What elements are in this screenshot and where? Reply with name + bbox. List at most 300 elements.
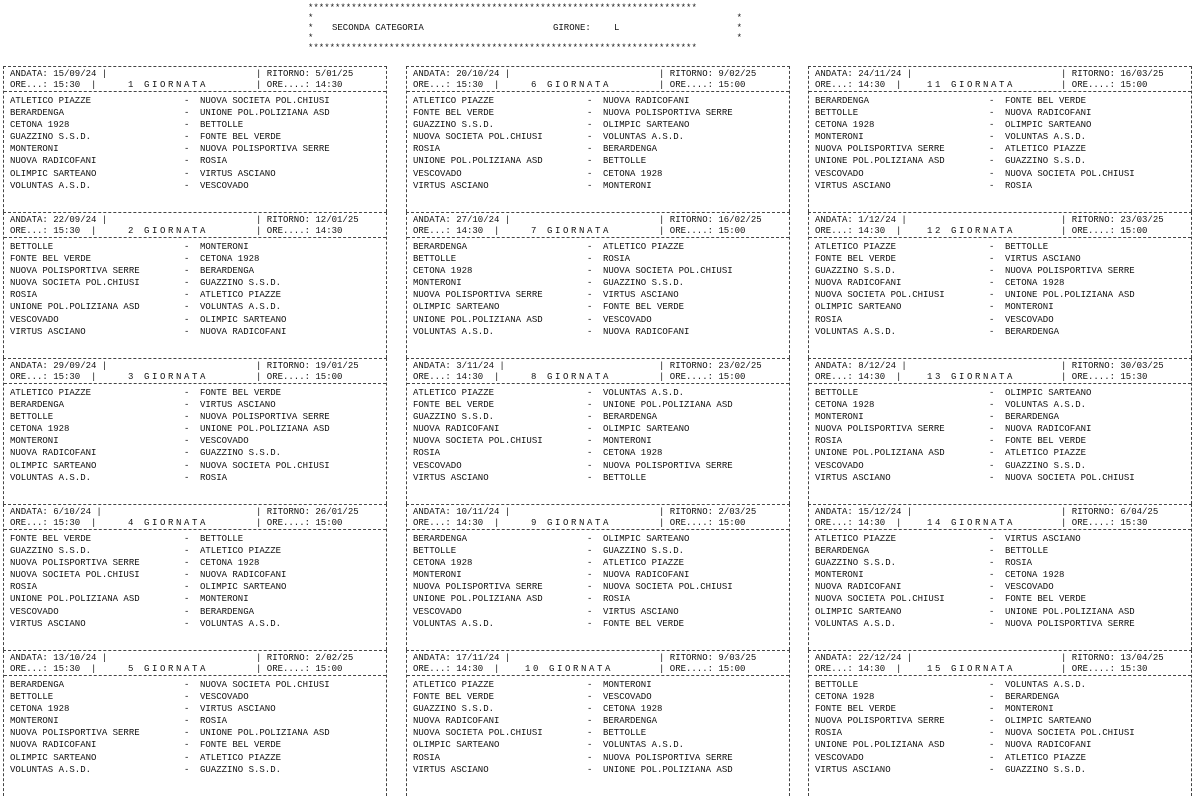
match-separator: - xyxy=(184,242,190,252)
away-team: VESCOVADO xyxy=(1005,314,1054,325)
home-team: MONTERONI xyxy=(413,570,462,581)
ritorno-date: | RITORNO: 2/03/25 xyxy=(659,507,757,517)
match-row xyxy=(4,435,386,447)
away-team: NUOVA SOCIETA POL.CHIUSI xyxy=(200,680,330,690)
match-row xyxy=(4,752,386,764)
match-separator: - xyxy=(184,764,190,775)
home-team: NUOVA RADICOFANI xyxy=(10,448,97,459)
giornata-header xyxy=(4,67,386,92)
match-separator: - xyxy=(184,412,190,423)
match-row xyxy=(4,277,386,289)
away-team: FONTE BEL VERDE xyxy=(200,132,282,143)
match-separator: - xyxy=(989,448,995,459)
andata-date: ANDATA: 22/12/24 | xyxy=(815,653,913,663)
away-team: NUOVA RADICOFANI xyxy=(603,96,690,106)
match-row xyxy=(407,253,789,265)
away-team: CETONA 1928 xyxy=(603,168,663,179)
match-list xyxy=(809,95,1191,192)
away-team: NUOVA POLISPORTIVA SERRE xyxy=(200,144,330,155)
home-team: VIRTUS ASCIANO xyxy=(413,472,489,483)
away-team: NUOVA RADICOFANI xyxy=(603,326,690,337)
home-team: ATLETICO PIAZZE xyxy=(413,96,495,106)
match-row xyxy=(407,95,789,107)
home-team: ATLETICO PIAZZE xyxy=(413,680,495,690)
away-team: NUOVA RADICOFANI xyxy=(603,570,690,581)
away-team: FONTE BEL VERDE xyxy=(200,740,282,751)
home-team: ROSIA xyxy=(815,728,843,739)
match-row xyxy=(4,411,386,423)
giornata-header xyxy=(809,651,1191,676)
match-row xyxy=(4,155,386,167)
home-team: NUOVA RADICOFANI xyxy=(10,156,97,167)
andata-time: ORE...: 14:30 | xyxy=(815,518,902,528)
match-separator: - xyxy=(587,534,593,544)
match-row xyxy=(407,399,789,411)
ritorno-time: | ORE....: 15:00 xyxy=(659,372,746,382)
match-separator: - xyxy=(587,570,593,581)
home-team: ATLETICO PIAZZE xyxy=(815,534,897,544)
match-separator: - xyxy=(989,764,995,775)
match-separator: - xyxy=(184,108,190,119)
match-row xyxy=(407,691,789,703)
ritorno-time: | ORE....: 15:00 xyxy=(1061,80,1148,90)
ritorno-time: | ORE....: 15:00 xyxy=(256,664,343,674)
match-row xyxy=(407,241,789,253)
andata-time: ORE...: 14:30 | xyxy=(815,664,902,674)
match-separator: - xyxy=(587,314,593,325)
away-team: GUAZZINO S.S.D. xyxy=(1005,460,1087,471)
match-row xyxy=(809,581,1191,593)
match-separator: - xyxy=(587,606,593,617)
match-separator: - xyxy=(989,692,995,703)
away-team: NUOVA RADICOFANI xyxy=(1005,740,1092,751)
match-separator: - xyxy=(989,314,995,325)
match-row xyxy=(407,739,789,751)
match-separator: - xyxy=(184,618,190,629)
match-row xyxy=(4,180,386,192)
match-row xyxy=(809,387,1191,399)
away-team: NUOVA RADICOFANI xyxy=(200,326,287,337)
home-team: NUOVA POLISPORTIVA SERRE xyxy=(10,728,140,739)
match-separator: - xyxy=(989,278,995,289)
match-row xyxy=(4,253,386,265)
giornata-header xyxy=(4,213,386,238)
home-team: CETONA 1928 xyxy=(10,704,70,715)
match-row xyxy=(407,593,789,605)
away-team: NUOVA SOCIETA POL.CHIUSI xyxy=(200,96,330,106)
match-list xyxy=(4,387,386,484)
home-team: VESCOVADO xyxy=(815,460,864,471)
giornata-block xyxy=(406,358,790,504)
away-team: VESCOVADO xyxy=(200,436,249,447)
home-team: UNIONE POL.POLIZIANA ASD xyxy=(815,740,945,751)
match-row xyxy=(4,241,386,253)
andata-time: ORE...: 14:30 | xyxy=(815,80,902,90)
match-row xyxy=(809,265,1191,277)
away-team: FONTE BEL VERDE xyxy=(1005,594,1087,605)
match-list xyxy=(4,679,386,776)
home-team: CETONA 1928 xyxy=(815,400,875,411)
match-list xyxy=(407,533,789,630)
home-team: VIRTUS ASCIANO xyxy=(815,764,891,775)
giornata-number: 8 GIORNATA xyxy=(531,372,612,382)
giornata-block xyxy=(406,212,790,358)
ritorno-time: | ORE....: 15:00 xyxy=(256,372,343,382)
ritorno-date: | RITORNO: 12/01/25 xyxy=(256,215,359,225)
away-team: UNIONE POL.POLIZIANA ASD xyxy=(200,108,330,119)
away-team: NUOVA POLISPORTIVA SERRE xyxy=(1005,618,1135,629)
match-row xyxy=(809,95,1191,107)
match-row xyxy=(407,460,789,472)
ritorno-date: | RITORNO: 13/04/25 xyxy=(1061,653,1164,663)
home-team: CETONA 1928 xyxy=(413,558,473,569)
girone-label: GIRONE: xyxy=(553,23,591,33)
match-separator: - xyxy=(184,168,190,179)
home-team: BETTOLLE xyxy=(10,412,54,423)
match-separator: - xyxy=(587,132,593,143)
away-team: VIRTUS ASCIANO xyxy=(200,168,276,179)
away-team: UNIONE POL.POLIZIANA ASD xyxy=(200,424,330,435)
match-separator: - xyxy=(989,388,995,398)
match-row xyxy=(809,752,1191,764)
match-separator: - xyxy=(184,680,190,690)
match-separator: - xyxy=(184,546,190,557)
match-row xyxy=(809,569,1191,581)
away-team: ATLETICO PIAZZE xyxy=(200,546,282,557)
match-row xyxy=(4,557,386,569)
match-row xyxy=(4,739,386,751)
andata-date: ANDATA: 15/09/24 | xyxy=(10,69,108,79)
match-separator: - xyxy=(184,558,190,569)
match-separator: - xyxy=(587,96,593,106)
ritorno-time: | ORE....: 15:30 xyxy=(1061,518,1148,528)
away-team: CETONA 1928 xyxy=(603,704,663,715)
away-team: VIRTUS ASCIANO xyxy=(603,290,679,301)
giornata-header xyxy=(4,505,386,530)
match-separator: - xyxy=(184,534,190,544)
header-star-border-bottom: ************************************************************************ xyxy=(308,43,697,52)
andata-date: ANDATA: 27/10/24 | xyxy=(413,215,511,225)
away-team: GUAZZINO S.S.D. xyxy=(1005,156,1087,167)
match-row xyxy=(4,301,386,313)
away-team: UNIONE POL.POLIZIANA ASD xyxy=(1005,290,1135,301)
match-row xyxy=(407,143,789,155)
home-team: NUOVA RADICOFANI xyxy=(413,716,500,727)
match-row xyxy=(809,739,1191,751)
match-row xyxy=(4,107,386,119)
match-separator: - xyxy=(587,752,593,763)
match-row xyxy=(809,679,1191,691)
home-team: BERARDENGA xyxy=(10,680,65,690)
match-row xyxy=(809,423,1191,435)
home-team: OLIMPIC SARTEANO xyxy=(10,752,97,763)
home-team: MONTERONI xyxy=(815,570,864,581)
away-team: ROSIA xyxy=(1005,180,1033,191)
match-separator: - xyxy=(184,606,190,617)
match-row xyxy=(407,119,789,131)
away-team: VIRTUS ASCIANO xyxy=(1005,254,1081,265)
andata-time: ORE...: 15:30 | xyxy=(10,664,97,674)
match-separator: - xyxy=(184,132,190,143)
match-row xyxy=(4,423,386,435)
away-team: ATLETICO PIAZZE xyxy=(603,242,685,252)
match-row xyxy=(4,472,386,484)
giornata-block xyxy=(3,504,387,650)
match-separator: - xyxy=(587,412,593,423)
away-team: FONTE BEL VERDE xyxy=(1005,96,1087,106)
match-row xyxy=(407,581,789,593)
home-team: OLIMPIC SARTEANO xyxy=(10,168,97,179)
match-separator: - xyxy=(989,752,995,763)
home-team: VOLUNTAS A.S.D. xyxy=(10,472,92,483)
away-team: UNIONE POL.POLIZIANA ASD xyxy=(603,764,733,775)
home-team: VESCOVADO xyxy=(413,168,462,179)
ritorno-time: | ORE....: 15:00 xyxy=(1061,226,1148,236)
home-team: OLIMPIC SARTEANO xyxy=(413,302,500,313)
home-team: NUOVA RADICOFANI xyxy=(413,424,500,435)
match-row xyxy=(4,314,386,326)
match-list xyxy=(407,241,789,338)
giornata-number: 6 GIORNATA xyxy=(531,80,612,90)
match-separator: - xyxy=(587,704,593,715)
andata-time: ORE...: 15:30 | xyxy=(10,80,97,90)
away-team: ATLETICO PIAZZE xyxy=(603,558,685,569)
home-team: FONTE BEL VERDE xyxy=(413,692,495,703)
home-team: BERARDENGA xyxy=(815,96,870,106)
match-row xyxy=(809,180,1191,192)
home-team: VESCOVADO xyxy=(10,314,59,325)
away-team: VESCOVADO xyxy=(603,314,652,325)
andata-time: ORE...: 15:30 | xyxy=(10,372,97,382)
match-row xyxy=(407,301,789,313)
giornata-header xyxy=(407,67,789,92)
home-team: MONTERONI xyxy=(413,278,462,289)
home-team: FONTE BEL VERDE xyxy=(815,254,897,265)
match-row xyxy=(4,447,386,459)
match-separator: - xyxy=(587,278,593,289)
match-separator: - xyxy=(587,546,593,557)
away-team: VOLUNTAS A.S.D. xyxy=(603,388,685,398)
andata-date: ANDATA: 1/12/24 | xyxy=(815,215,907,225)
giornata-block xyxy=(3,212,387,358)
giornata-number: 1 GIORNATA xyxy=(128,80,209,90)
match-separator: - xyxy=(184,278,190,289)
match-separator: - xyxy=(587,716,593,727)
giornata-number: 11 GIORNATA xyxy=(927,80,1016,90)
giornata-header xyxy=(407,651,789,676)
match-list xyxy=(4,95,386,192)
away-team: VESCOVADO xyxy=(603,692,652,703)
home-team: VIRTUS ASCIANO xyxy=(413,180,489,191)
match-row xyxy=(4,545,386,557)
match-row xyxy=(809,557,1191,569)
match-separator: - xyxy=(184,314,190,325)
giornata-block xyxy=(3,650,387,796)
match-row xyxy=(4,289,386,301)
away-team: GUAZZINO S.S.D. xyxy=(1005,764,1087,775)
match-separator: - xyxy=(184,752,190,763)
away-team: OLIMPIC SARTEANO xyxy=(603,424,690,435)
match-row xyxy=(809,764,1191,776)
match-row xyxy=(809,606,1191,618)
home-team: VOLUNTAS A.S.D. xyxy=(815,326,897,337)
match-separator: - xyxy=(587,460,593,471)
giornata-number: 5 GIORNATA xyxy=(128,664,209,674)
away-team: OLIMPIC SARTEANO xyxy=(200,314,287,325)
match-separator: - xyxy=(587,618,593,629)
away-team: NUOVA RADICOFANI xyxy=(200,570,287,581)
ritorno-date: | RITORNO: 26/01/25 xyxy=(256,507,359,517)
match-separator: - xyxy=(587,388,593,398)
home-team: ATLETICO PIAZZE xyxy=(10,96,92,106)
match-separator: - xyxy=(989,326,995,337)
home-team: NUOVA RADICOFANI xyxy=(10,740,97,751)
home-team: OLIMPIC SARTEANO xyxy=(815,606,902,617)
away-team: VESCOVADO xyxy=(200,692,249,703)
match-row xyxy=(4,326,386,338)
match-separator: - xyxy=(184,570,190,581)
match-row xyxy=(809,314,1191,326)
match-row xyxy=(809,727,1191,739)
match-separator: - xyxy=(184,740,190,751)
match-separator: - xyxy=(989,472,995,483)
match-separator: - xyxy=(587,594,593,605)
andata-date: ANDATA: 13/10/24 | xyxy=(10,653,108,663)
away-team: BERARDENGA xyxy=(1005,692,1060,703)
match-separator: - xyxy=(184,400,190,411)
away-team: ROSIA xyxy=(200,716,228,727)
home-team: VESCOVADO xyxy=(815,752,864,763)
ritorno-time: | ORE....: 14:30 xyxy=(256,226,343,236)
match-row xyxy=(4,764,386,776)
away-team: ROSIA xyxy=(603,594,631,605)
match-separator: - xyxy=(184,460,190,471)
match-row xyxy=(809,241,1191,253)
match-separator: - xyxy=(989,460,995,471)
home-team: ROSIA xyxy=(10,582,38,593)
away-team: VOLUNTAS A.S.D. xyxy=(1005,132,1087,143)
match-row xyxy=(407,703,789,715)
match-row xyxy=(407,618,789,630)
away-team: NUOVA RADICOFANI xyxy=(1005,108,1092,119)
match-separator: - xyxy=(587,424,593,435)
away-team: MONTERONI xyxy=(1005,302,1054,313)
match-row xyxy=(4,727,386,739)
ritorno-time: | ORE....: 15:30 xyxy=(1061,664,1148,674)
match-row xyxy=(4,131,386,143)
home-team: VOLUNTAS A.S.D. xyxy=(413,326,495,337)
away-team: NUOVA RADICOFANI xyxy=(1005,424,1092,435)
match-row xyxy=(407,557,789,569)
match-separator: - xyxy=(989,570,995,581)
match-row xyxy=(4,119,386,131)
home-team: ROSIA xyxy=(413,144,441,155)
home-team: VIRTUS ASCIANO xyxy=(815,180,891,191)
away-team: VOLUNTAS A.S.D. xyxy=(603,740,685,751)
away-team: NUOVA POLISPORTIVA SERRE xyxy=(603,108,733,119)
match-list xyxy=(4,533,386,630)
home-team: FONTE BEL VERDE xyxy=(10,254,92,265)
home-team: GUAZZINO S.S.D. xyxy=(815,558,897,569)
ritorno-date: | RITORNO: 9/03/25 xyxy=(659,653,757,663)
home-team: NUOVA SOCIETA POL.CHIUSI xyxy=(10,570,140,581)
match-separator: - xyxy=(587,120,593,131)
category-title: SECONDA CATEGORIA xyxy=(332,23,424,33)
match-row xyxy=(809,533,1191,545)
away-team: ROSIA xyxy=(200,156,228,167)
giornata-number: 14 GIORNATA xyxy=(927,518,1016,528)
match-row xyxy=(407,423,789,435)
away-team: NUOVA SOCIETA POL.CHIUSI xyxy=(1005,168,1135,179)
home-team: CETONA 1928 xyxy=(413,266,473,277)
home-team: MONTERONI xyxy=(815,132,864,143)
document-header: ************************************************************************ * * * SECONDA CATEGORIA GIRONE: L * * * ************************************************************************ xyxy=(308,3,742,52)
match-row xyxy=(407,168,789,180)
home-team: CETONA 1928 xyxy=(815,120,875,131)
match-separator: - xyxy=(184,156,190,167)
giornata-number: 12 GIORNATA xyxy=(927,226,1016,236)
home-team: CETONA 1928 xyxy=(10,424,70,435)
match-row xyxy=(809,131,1191,143)
andata-time: ORE...: 15:30 | xyxy=(10,226,97,236)
home-team: BETTOLLE xyxy=(413,546,457,557)
away-team: BETTOLLE xyxy=(603,472,647,483)
home-team: ROSIA xyxy=(10,290,38,301)
away-team: ROSIA xyxy=(603,254,631,265)
giornata-block xyxy=(406,650,790,796)
match-row xyxy=(407,265,789,277)
home-team: UNIONE POL.POLIZIANA ASD xyxy=(10,302,140,313)
match-row xyxy=(407,533,789,545)
away-team: ATLETICO PIAZZE xyxy=(1005,448,1087,459)
match-row xyxy=(407,107,789,119)
giornata-block xyxy=(808,358,1192,504)
match-separator: - xyxy=(989,290,995,301)
match-row xyxy=(809,143,1191,155)
match-separator: - xyxy=(184,692,190,703)
match-row xyxy=(407,277,789,289)
home-team: VESCOVADO xyxy=(815,168,864,179)
away-team: VESCOVADO xyxy=(200,180,249,191)
match-separator: - xyxy=(184,180,190,191)
home-team: MONTERONI xyxy=(10,436,59,447)
andata-time: ORE...: 14:30 | xyxy=(413,372,500,382)
home-team: GUAZZINO S.S.D. xyxy=(10,132,92,143)
home-team: ROSIA xyxy=(413,752,441,763)
home-team: NUOVA SOCIETA POL.CHIUSI xyxy=(815,290,945,301)
home-team: BERARDENGA xyxy=(10,108,65,119)
giornata-number: 7 GIORNATA xyxy=(531,226,612,236)
home-team: ATLETICO PIAZZE xyxy=(815,242,897,252)
home-team: GUAZZINO S.S.D. xyxy=(413,120,495,131)
away-team: OLIMPIC SARTEANO xyxy=(603,120,690,131)
home-team: ROSIA xyxy=(815,436,843,447)
match-row xyxy=(809,326,1191,338)
away-team: BETTOLLE xyxy=(603,728,647,739)
match-row xyxy=(4,265,386,277)
home-team: CETONA 1928 xyxy=(815,692,875,703)
match-separator: - xyxy=(184,254,190,265)
away-team: VOLUNTAS A.S.D. xyxy=(200,618,282,629)
andata-time: ORE...: 14:30 | xyxy=(413,664,500,674)
giornata-number: 3 GIORNATA xyxy=(128,372,209,382)
match-row xyxy=(407,545,789,557)
home-team: NUOVA POLISPORTIVA SERRE xyxy=(815,424,945,435)
home-team: NUOVA SOCIETA POL.CHIUSI xyxy=(413,132,543,143)
away-team: FONTE BEL VERDE xyxy=(603,618,685,629)
home-team: NUOVA POLISPORTIVA SERRE xyxy=(413,582,543,593)
match-separator: - xyxy=(989,168,995,179)
